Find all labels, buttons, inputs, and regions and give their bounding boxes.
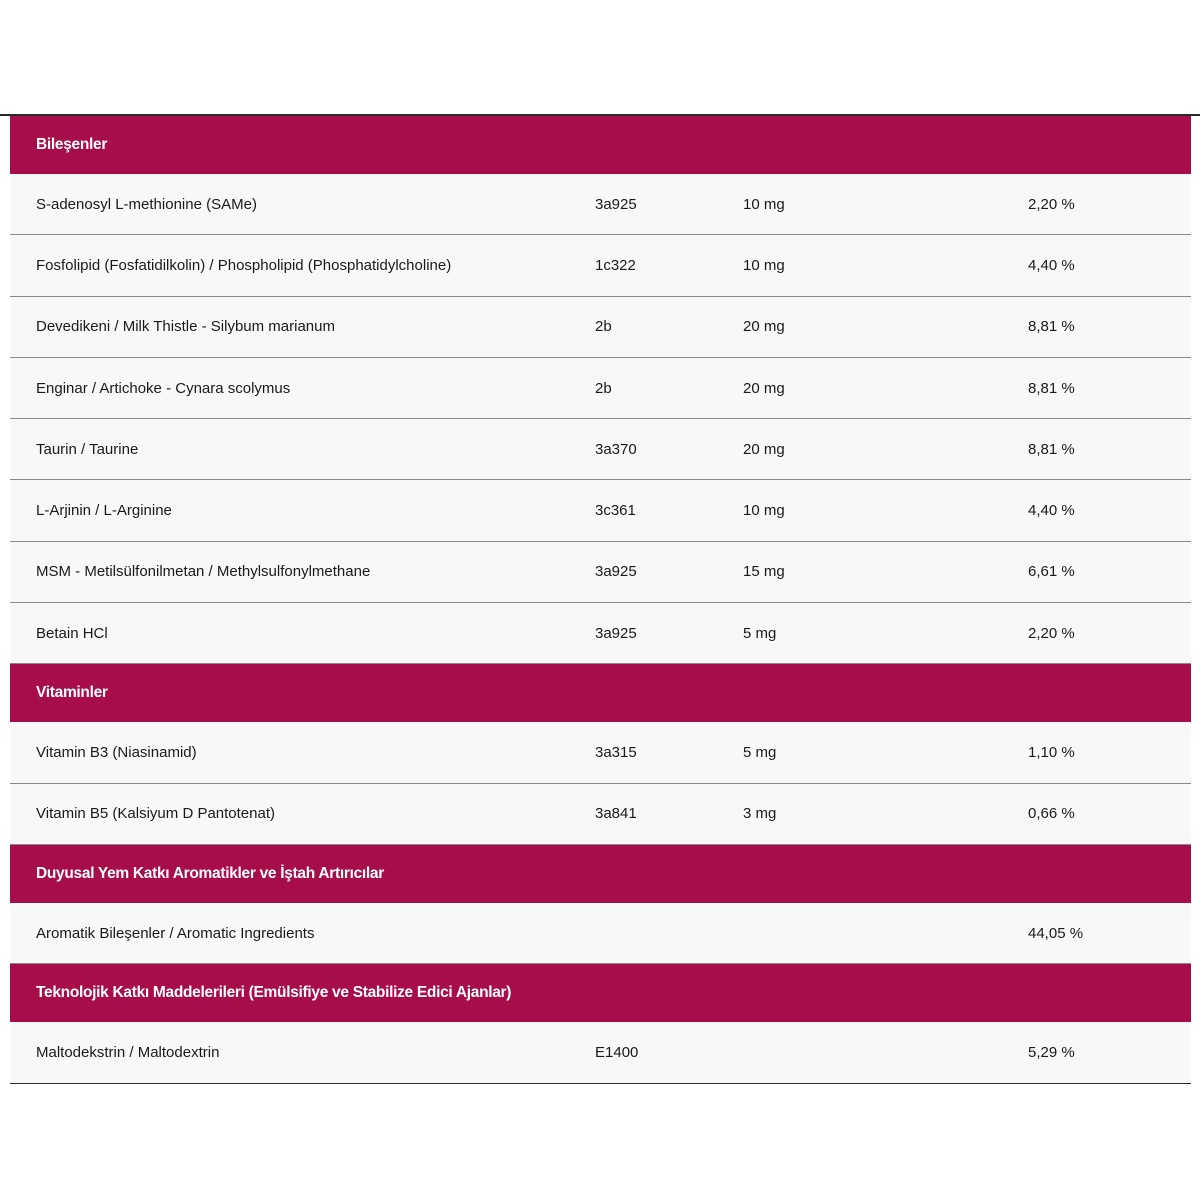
table-row [10,784,1191,845]
ingredient-code: 3a925 [595,195,637,213]
table-row [10,480,1191,541]
table-row [10,722,1191,783]
ingredient-percent: 8,81 % [1028,440,1075,458]
ingredient-percent: 4,40 % [1028,502,1075,520]
ingredient-code: 3a841 [595,805,637,823]
ingredient-code: 3a315 [595,744,637,762]
table-row [10,297,1191,358]
ingredient-amount: 10 mg [743,256,785,274]
table-row [10,174,1191,235]
ingredient-percent: 44,05 % [1028,924,1084,942]
section-title: Vitaminler [36,684,108,702]
ingredient-percent: 8,81 % [1028,379,1075,397]
section-header-components [10,116,1191,174]
ingredient-code: 1c322 [595,256,636,274]
section-title: Teknolojik Katkı Maddelerileri (Emülsifiye ve Stabilize Edici Ajanlar) [36,984,512,1002]
ingredient-name: Betain HCl [36,624,108,642]
table-row [10,419,1191,480]
section-header-vitamins [10,664,1191,722]
ingredient-amount: 20 mg [743,440,785,458]
ingredient-code: 3a925 [595,563,637,581]
ingredient-amount: 20 mg [743,379,785,397]
section-title: Bileşenler [36,136,108,153]
ingredient-name: Fosfolipid (Fosfatidilkolin) / Phospholipid (Phosphatidylcholine) [36,256,452,274]
ingredient-code: E1400 [595,1043,639,1061]
ingredient-amount: 5 mg [743,744,777,762]
ingredient-name: Devedikeni / Milk Thistle - Silybum marianum [36,318,335,336]
ingredient-percent: 2,20 % [1028,195,1075,213]
ingredient-code: 2b [595,379,612,397]
ingredient-percent: 5,29 % [1028,1043,1075,1061]
ingredient-percent: 4,40 % [1028,256,1075,274]
ingredient-name: Enginar / Artichoke - Cynara scolymus [36,379,291,397]
ingredient-name: Aromatik Bileşenler / Aromatic Ingredients [36,924,315,942]
ingredient-amount: 10 mg [743,195,785,213]
ingredient-amount: 5 mg [743,624,777,642]
ingredient-code: 2b [595,318,612,336]
ingredient-amount: 10 mg [743,502,785,520]
ingredient-code: 3a370 [595,440,637,458]
section-header-technological-additives [10,964,1191,1022]
table-row [10,1022,1191,1083]
table-row [10,542,1191,603]
ingredient-name: Vitamin B5 (Kalsiyum D Pantotenat) [36,805,275,823]
ingredient-name: S-adenosyl L-methionine (SAMe) [36,195,257,213]
ingredient-code: 3a925 [595,624,637,642]
table-row [10,358,1191,419]
ingredient-percent: 0,66 % [1028,805,1075,823]
ingredient-amount: 20 mg [743,318,785,336]
ingredient-name: Maltodekstrin / Maltodextrin [36,1043,220,1061]
ingredient-percent: 6,61 % [1028,563,1075,581]
ingredient-code: 3c361 [595,502,636,520]
ingredient-name: Vitamin B3 (Niasinamid) [36,744,197,762]
ingredient-percent: 2,20 % [1028,624,1075,642]
table-row [10,235,1191,296]
ingredient-amount: 15 mg [743,563,785,581]
ingredient-percent: 1,10 % [1028,744,1075,762]
ingredients-table [10,116,1191,1084]
ingredient-name: MSM - Metilsülfonilmetan / Methylsulfonylmethane [36,563,371,581]
ingredient-percent: 8,81 % [1028,318,1075,336]
ingredient-amount: 3 mg [743,805,777,823]
table-row [10,603,1191,664]
ingredient-name: Taurin / Taurine [36,440,139,458]
section-title: Duyusal Yem Katkı Aromatikler ve İştah Artırıcılar [36,864,384,882]
ingredient-name: L-Arjinin / L-Arginine [36,502,172,520]
section-header-sensory-additives [10,845,1191,903]
table-row [10,903,1191,964]
